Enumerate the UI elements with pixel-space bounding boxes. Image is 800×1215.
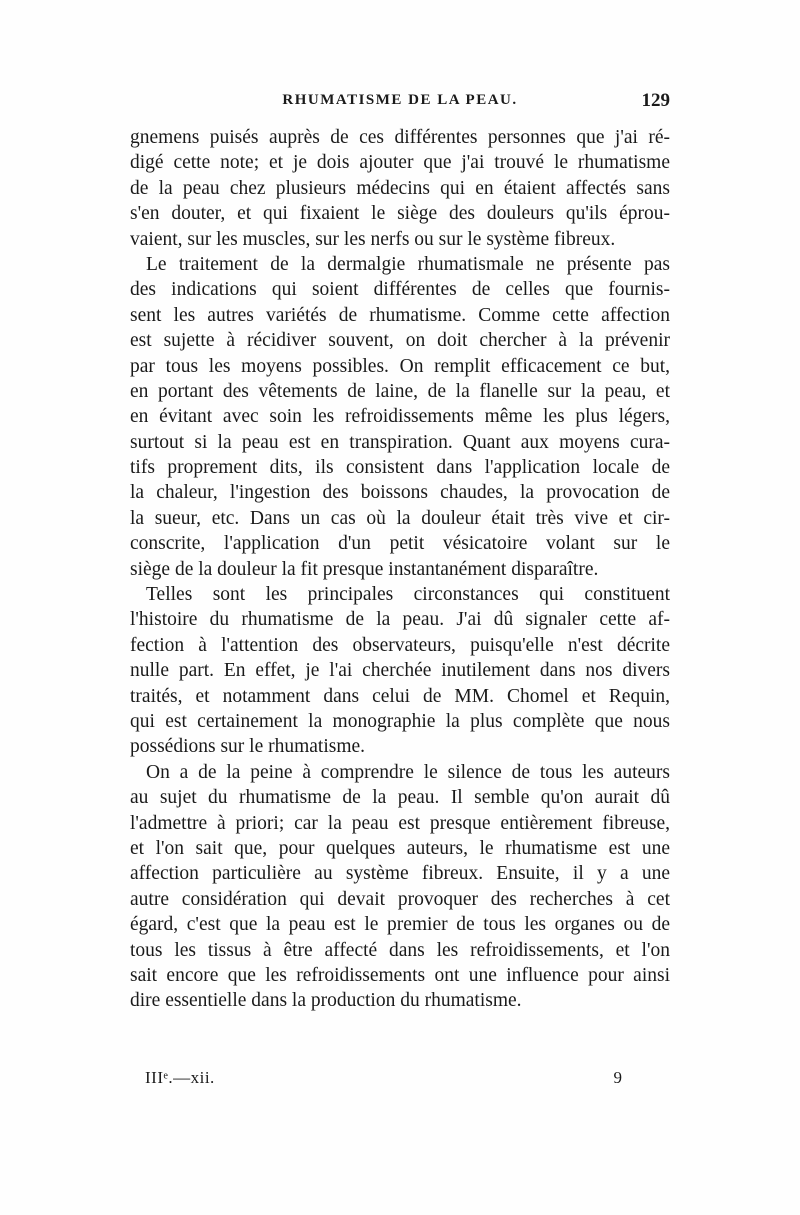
text-line: sait encore que les refroidissements ont une influence pour ainsi [130,964,670,986]
text-line: gnemens puisés auprès de ces différentes personnes que j'ai ré- [130,127,670,148]
text-line: autre considération qui devait provoquer des recherches à cet [130,888,670,910]
text-line: des indications qui soient différentes de celles que fournis- [130,279,670,301]
text-line: qui est certainement la monographie la plus complète que nous [130,710,670,732]
text-line: et l'on sait que, pour quelques auteurs, le rhumatisme est une [130,837,670,859]
text-line: fection à l'attention des observateurs, puisqu'elle n'est décrite [130,634,670,656]
text-line: s'en douter, et qui fixaient le siège des douleurs qu'ils éprou- [130,203,670,225]
running-head [130,92,670,116]
text-line: siège de la douleur la fit presque instantanément disparaître. [130,558,599,580]
paragraph-start-line: On a de la peine à comprendre le silence de tous les auteurs [146,761,670,783]
text-line: dire essentielle dans la production du rhumatisme. [130,990,522,1012]
signature-number: 9 [613,1068,622,1087]
text-line: par tous les moyens possibles. On remplit efficacement ce but, [130,355,670,377]
paragraph-start-line: Telles sont les principales circonstances qui constituent [146,584,670,606]
text-line: la chaleur, l'ingestion des boissons chaudes, la provocation de [130,482,670,504]
running-title: RHUMATISME DE LA PEAU. [282,92,518,108]
text-line: est sujette à récidiver souvent, on doit chercher à la prévenir [130,330,670,352]
text-line: en portant des vêtements de laine, de la flanelle sur la peau, et [130,380,670,402]
text-line: affection particulière au système fibreux. Ensuite, il y a une [130,863,670,885]
text-line: en évitant avec soin les refroidissements même les plus légers, [130,406,670,428]
text-line: l'admettre à priori; car la peau est presque entièrement fibreuse, [130,812,670,834]
text-line: nulle part. En effet, je l'ai cherchée inutilement dans nos divers [130,660,670,682]
paragraph-start-line: Le traitement de la dermalgie rhumatismale ne présente pas [146,253,670,275]
text-line: l'histoire du rhumatisme de la peau. J'ai dû signaler cette af- [130,609,670,631]
text-line: conscrite, l'application d'un petit vésicatoire volant sur le [130,533,670,555]
text-line: au sujet du rhumatisme de la peau. Il semble qu'on aurait dû [130,787,670,809]
text-line: égard, c'est que la peau est le premier de tous les organes ou de [130,914,670,936]
page-number: 129 [641,90,670,111]
text-line: la sueur, etc. Dans un cas où la douleur était très vive et cir- [130,507,670,529]
text-line: digé cette note; et je dois ajouter que j'ai trouvé le rhumatisme [130,152,670,174]
text-line: possédions sur le rhumatisme. [130,736,366,758]
text-line: surtout si la peau est en transpiration. Quant aux moyens cura- [130,431,670,453]
text-line: tous les tissus à être affecté dans les refroidissements, et l'on [130,939,670,961]
text-line: tifs proprement dits, ils consistent dans l'application locale de [130,457,670,479]
printer-signature-mark: IIIᵉ.—xii. [145,1068,215,1087]
text-line: traités, et notamment dans celui de MM. Chomel et Requin, [130,685,670,707]
text-line: vaient, sur les muscles, sur les nerfs ou sur le système fibreux. [130,228,616,250]
text-line: de la peau chez plusieurs médecins qui en étaient affectés sans [130,177,670,199]
text-line: sent les autres variétés de rhumatisme. Comme cette affection [130,304,670,326]
body-text [130,125,670,1014]
